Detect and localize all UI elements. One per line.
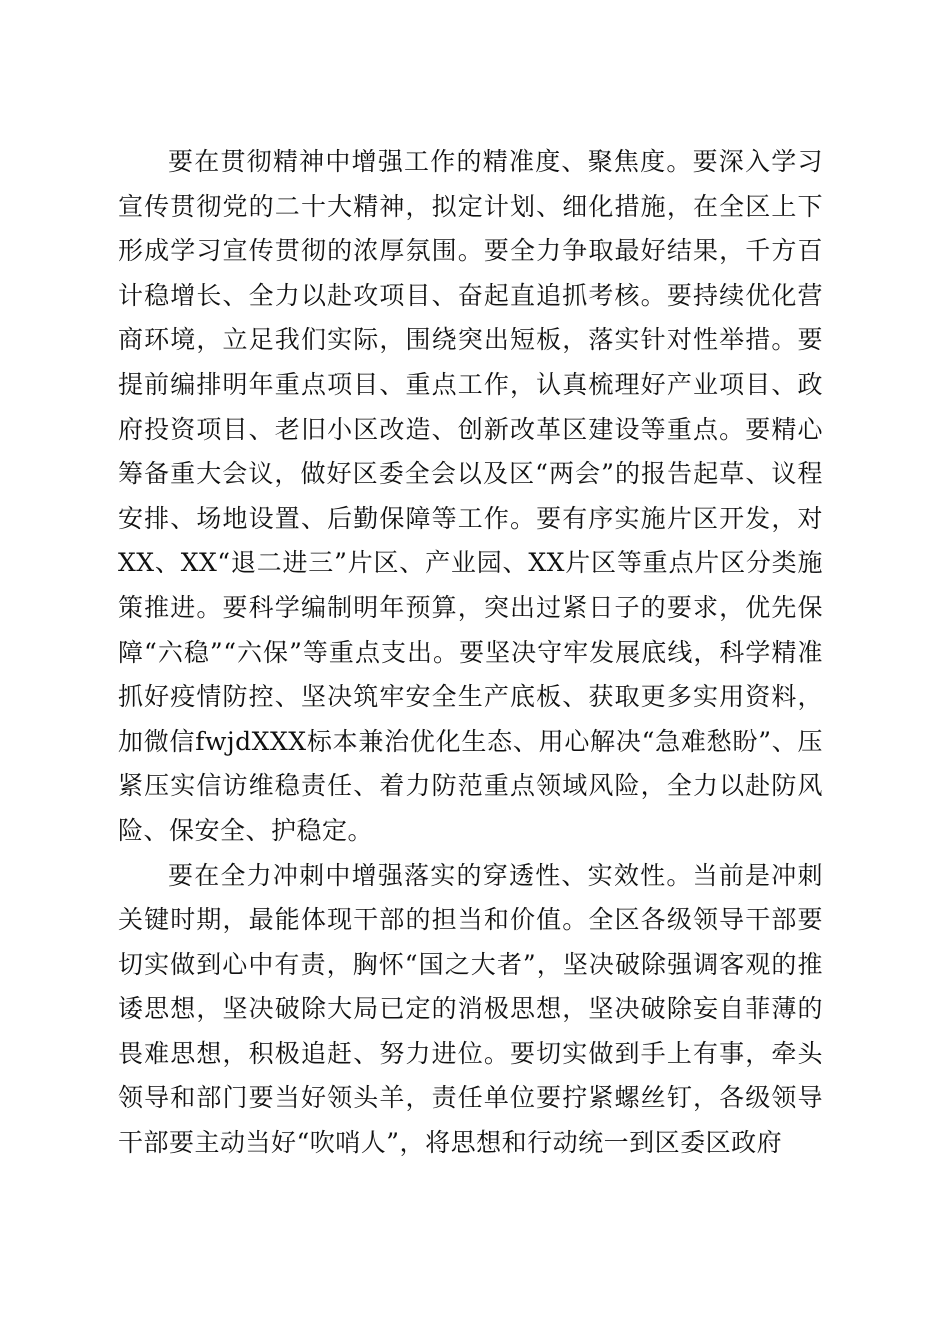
document-body <box>118 140 823 1166</box>
paragraph-1: 要在贯彻精神中增强工作的精准度、聚焦度。要深入学习宣传贯彻党的二十大精神，拟定计划、细化措施，在全区上下形成学习宣传贯彻的浓厚氛围。要全力争取最好结果，千方百计稳增长、全力以赴攻项目、奋起直追抓考核。要持续优化营商环境，立足我们实际，围绕突出短板，落实针对性举措。要提前编排明年重点项目、重点工作，认真梳理好产业项目、政府投资项目、老旧小区改造、创新改革区建设等重点。要精心筹备重大会议，做好区委全会以及区“两会”的报告起草、议程安排、场地设置、后勤保障等工作。要有序实施片区开发，对XX、XX“退二进三”片区、产业园、XX片区等重点片区分类施策推进。要科学编制明年预算，突出过紧日子的要求，优先保障“六稳”“六保”等重点支出。要坚决守牢发展底线，科学精准抓好疫情防控、坚决筑牢安全生产底板、获取更多实用资料，加微信fwjdXXX标本兼治优化生态、用心解决“急难愁盼”、压紧压实信访维稳责任、着力防范重点领域风险，全力以赴防风险、保安全、护稳定。 <box>118 147 823 845</box>
paragraph-2: 要在全力冲刺中增强落实的穿透性、实效性。当前是冲刺关键时期，最能体现干部的担当和价值。全区各级领导干部要切实做到心中有责，胸怀“国之大者”，坚决破除强调客观的推诿思想，坚决破除大局已定的消极思想，坚决破除妄自菲薄的畏难思想，积极追赶、努力进位。要切实做到手上有事，牵头领导和部门要当好领头羊，责任单位要拧紧螺丝钉，各级领导干部要主动当好“吹哨人”，将思想和行动统一到区委区政府 <box>118 860 823 1158</box>
